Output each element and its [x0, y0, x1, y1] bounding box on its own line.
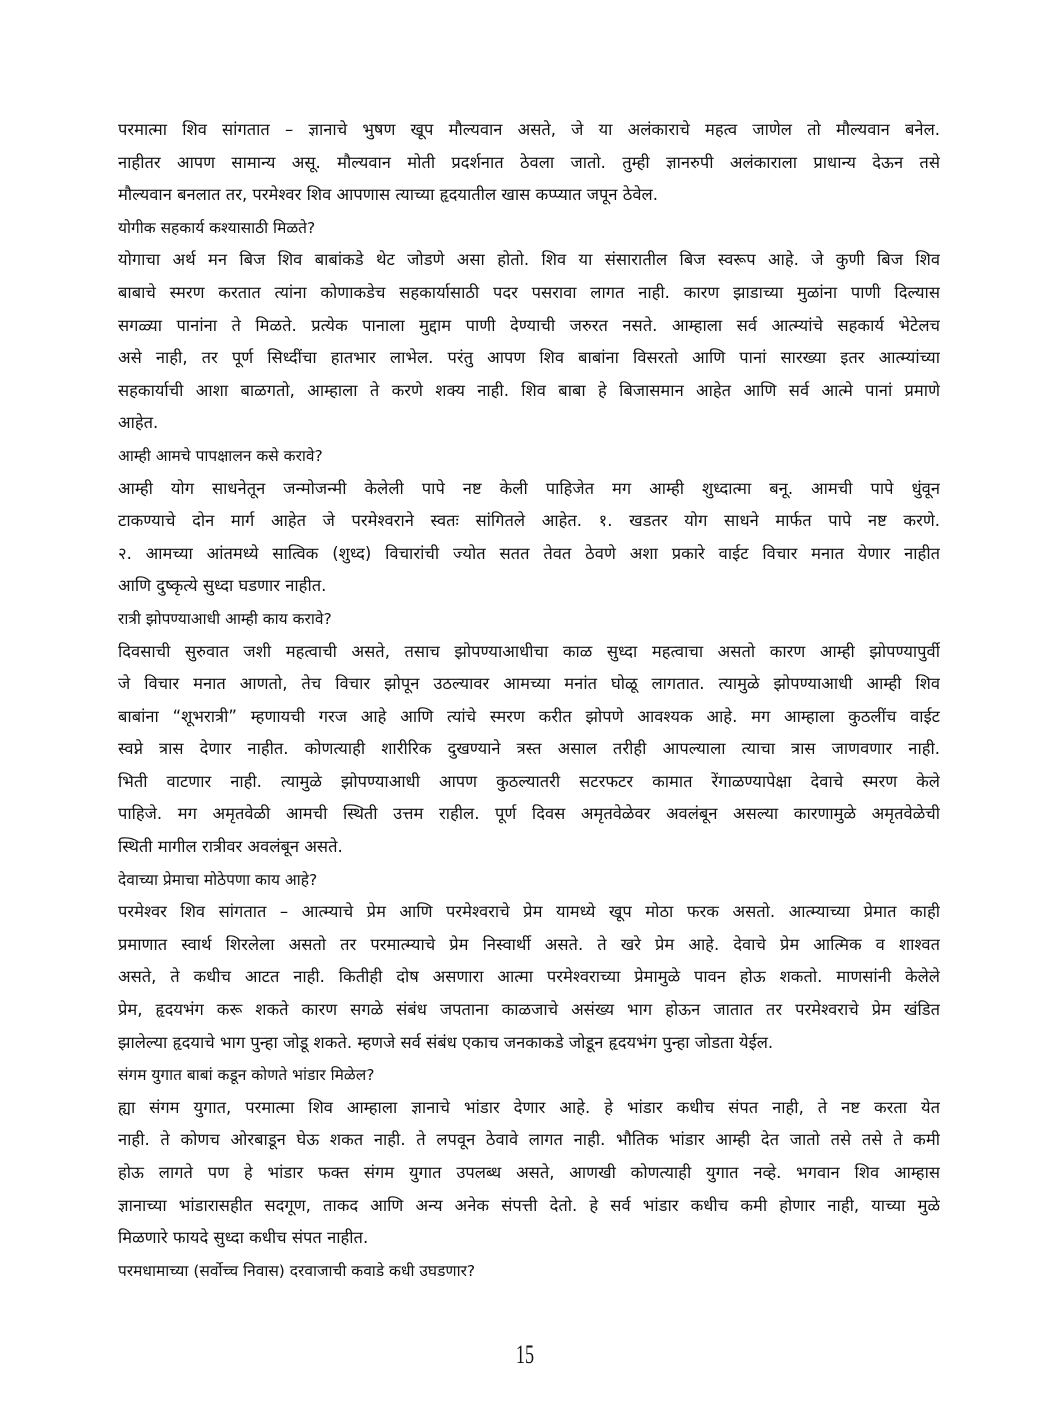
- text-line: ज्ञानाच्या भांडारासहीत सदगूण, ताकद आणि अन्य अनेक संपत्ती देतो. हे सर्व भांडार कधीच कमी होणार नाही, याच्या मुळे: [118, 1195, 940, 1215]
- text-line: देवाच्या प्रेमाचा मोठेपणा काय आहे?: [118, 870, 318, 889]
- document-body: [118, 114, 940, 1287]
- text-line: सगळ्या पानांना ते मिळते. प्रत्येक पानाला मुद्दाम पाणी देण्याची जरुरत नसते. आम्हाला सर्व आत्म्यांचे सहकार्य भेटेलच: [118, 315, 940, 335]
- text-line: योगाचा अर्थ मन बिज शिव बाबांकडे थेट जोडणे असा होतो. शिव या संसारातील बिज स्वरूप आहे. जे कुणी बिज शिव: [118, 250, 940, 270]
- page-number: 15: [515, 1340, 535, 1369]
- text-line: आम्ही योग साधनेतून जन्मोजन्मी केलेली पापे नष्ट केली पाहिजेत मग आम्ही शुध्दात्मा बनू. आमची पापे धुंवून: [118, 478, 940, 498]
- text-line: जे विचार मनात आणतो, तेच विचार झोपून उठल्यावर आमच्या मनांत घोळू लागतात. त्यामुळे झोपण्याआधी आम्ही शिव: [118, 674, 940, 694]
- text-line: बाबांना “शूभरात्री” म्हणायची गरज आहे आणि त्यांचे स्मरण करीत झोपणे आवश्यक आहे. मग आम्हाला कुठलींच वाईट: [118, 706, 940, 726]
- text-line: परमेश्वर शिव सांगतात – आत्म्याचे प्रेम आणि परमेश्वराचे प्रेम यामध्ये खूप मोठा फरक असतो. आत्म्याच्या प्रेमात काही: [118, 902, 940, 922]
- text-line: रात्री झोपण्याआधी आम्ही काय करावे?: [118, 609, 332, 628]
- text-line: ह्या संगम युगात, परमात्मा शिव आम्हाला ज्ञानाचे भांडार देणार आहे. हे भांडार कधीच संपत नाही, ते नष्ट करता येत: [118, 1097, 940, 1117]
- paragraph: [118, 114, 940, 212]
- text-line: योगीक सहकार्य कश्यासाठी मिळते?: [118, 218, 316, 237]
- text-line: मिळणारे फायदे सुध्दा कधीच संपत नाहीत.: [118, 1228, 369, 1248]
- paragraph: [118, 896, 940, 1059]
- text-line: टाकण्याचे दोन मार्ग आहेत जे परमेश्वराने स्वतः सांगितले आहेत. १. खडतर योग साधने मार्फत पापे नष्ट करणे.: [118, 511, 940, 531]
- text-line: प्रेम, हृदयभंग करू शकते कारण सगळे संबंध जपताना काळजाचे असंख्य भाग होऊन जातात तर परमेश्वराचे प्रेम खंडित: [118, 1000, 940, 1020]
- section-heading: [118, 864, 940, 897]
- paragraph: [118, 473, 940, 603]
- text-line: प्रमाणात स्वार्थ शिरलेला असतो तर परमात्म्याचे प्रेम निस्वार्थी असते. ते खरे प्रेम आहे. देवाचे प्रेम आत्मिक व शाश्वत: [118, 934, 940, 954]
- text-line: आम्ही आमचे पापक्षालन कसे करावे?: [118, 446, 323, 465]
- text-line: असते, ते कधीच आटत नाही. कितीही दोष असणारा आत्मा परमेश्वराच्या प्रेमामुळे पावन होऊ शकतो. माणसांनी केलेले: [118, 967, 940, 987]
- paragraph: [118, 636, 940, 864]
- text-line: आणि दुष्कृत्ये सुध्दा घडणार नाहीत.: [118, 576, 327, 596]
- text-line: दिवसाची सुरुवात जशी महत्वाची असते, तसाच झोपण्याआधीचा काळ सुध्दा महत्वाचा असतो कारण आम्ही झोपण्यापुर्वी: [118, 641, 940, 661]
- text-line: भिती वाटणार नाही. त्यामुळे झोपण्याआधी आपण कुठल्यातरी सटरफटर कामात रेंगाळण्यापेक्षा देवाचे स्मरण केले: [118, 771, 940, 791]
- text-line: संगम युगात बाबां कडून कोणते भांडार मिळेल?: [118, 1066, 375, 1085]
- text-line: सहकार्याची आशा बाळगतो, आम्हाला ते करणे शक्य नाही. शिव बाबा हे बिजासमान आहेत आणि सर्व आत्मे पानां प्रमाणे: [118, 380, 940, 400]
- paragraph: [118, 1092, 940, 1255]
- section-heading: [118, 212, 940, 245]
- text-line: झालेल्या हृदयाचे भाग पुन्हा जोडू शकते. म्हणजे सर्व संबंध एकाच जनकाकडे जोडून हृदयभंग पुन्हा जोडता येईल.: [118, 1032, 774, 1052]
- section-heading: [118, 603, 940, 636]
- text-line: स्वप्ने त्रास देणार नाहीत. कोणत्याही शारीरिक दुखण्याने त्रस्त असाल तरीही आपल्याला त्याचा त्रास जाणवणार नाही.: [118, 739, 940, 759]
- text-line: स्थिती मागील रात्रीवर अवलंबून असते.: [118, 837, 343, 857]
- text-line: नाहीतर आपण सामान्य असू. मौल्यवान मोती प्रदर्शनात ठेवला जातो. तुम्ही ज्ञानरुपी अलंकाराला प्राधान्य देऊन तसे: [118, 152, 940, 172]
- text-line: बाबाचे स्मरण करतात त्यांना कोणाकडेच सहकार्यासाठी पदर पसरावा लागत नाही. कारण झाडाच्या मुळांना पाणी दिल्यास: [118, 282, 940, 302]
- text-line: असे नाही, तर पूर्ण सिध्दींचा हातभार लाभेल. परंतु आपण शिव बाबांना विसरतो आणि पानां सारख्या इतर आत्म्यांच्या: [118, 348, 940, 368]
- text-line: २. आमच्या आंतमध्ये सात्विक (शुध्द) विचारांची ज्योत सतत तेवत ठेवणे अशा प्रकारे वाईट विचार मनात येणार नाहीत: [118, 543, 940, 563]
- text-line: नाही. ते कोणच ओरबाडून घेऊ शकत नाही. ते लपवून ठेवावे लागत नाही. भौतिक भांडार आम्ही देत जातो तसे तसे ते कमी: [118, 1130, 940, 1150]
- text-line: पाहिजे. मग अमृतवेळी आमची स्थिती उत्तम राहील. पूर्ण दिवस अमृतवेळेवर अवलंबून असल्या कारणामुळे अमृतवेळेची: [118, 804, 940, 824]
- text-line: परमधामाच्या (सर्वोच्च निवास) दरवाजाची कवाडे कधी उघडणार?: [118, 1261, 476, 1280]
- text-line: होऊ लागते पण हे भांडार फक्त संगम युगात उपलब्ध असते, आणखी कोणत्याही युगात नव्हे. भगवान शिव आम्हास: [118, 1163, 940, 1182]
- section-heading: [118, 440, 940, 473]
- text-line: आहेत.: [118, 413, 159, 433]
- section-heading: [118, 1059, 940, 1092]
- section-heading: [118, 1255, 940, 1288]
- text-line: मौल्यवान बनलात तर, परमेश्वर शिव आपणास त्याच्या हृदयातील खास कप्प्यात जपून ठेवेल.: [118, 185, 658, 205]
- paragraph: [118, 244, 940, 440]
- text-line: परमात्मा शिव सांगतात – ज्ञानाचे भुषण खूप मौल्यवान असते, जे या अलंकाराचे महत्व जाणेल तो मौल्यवान बनेल.: [118, 120, 940, 139]
